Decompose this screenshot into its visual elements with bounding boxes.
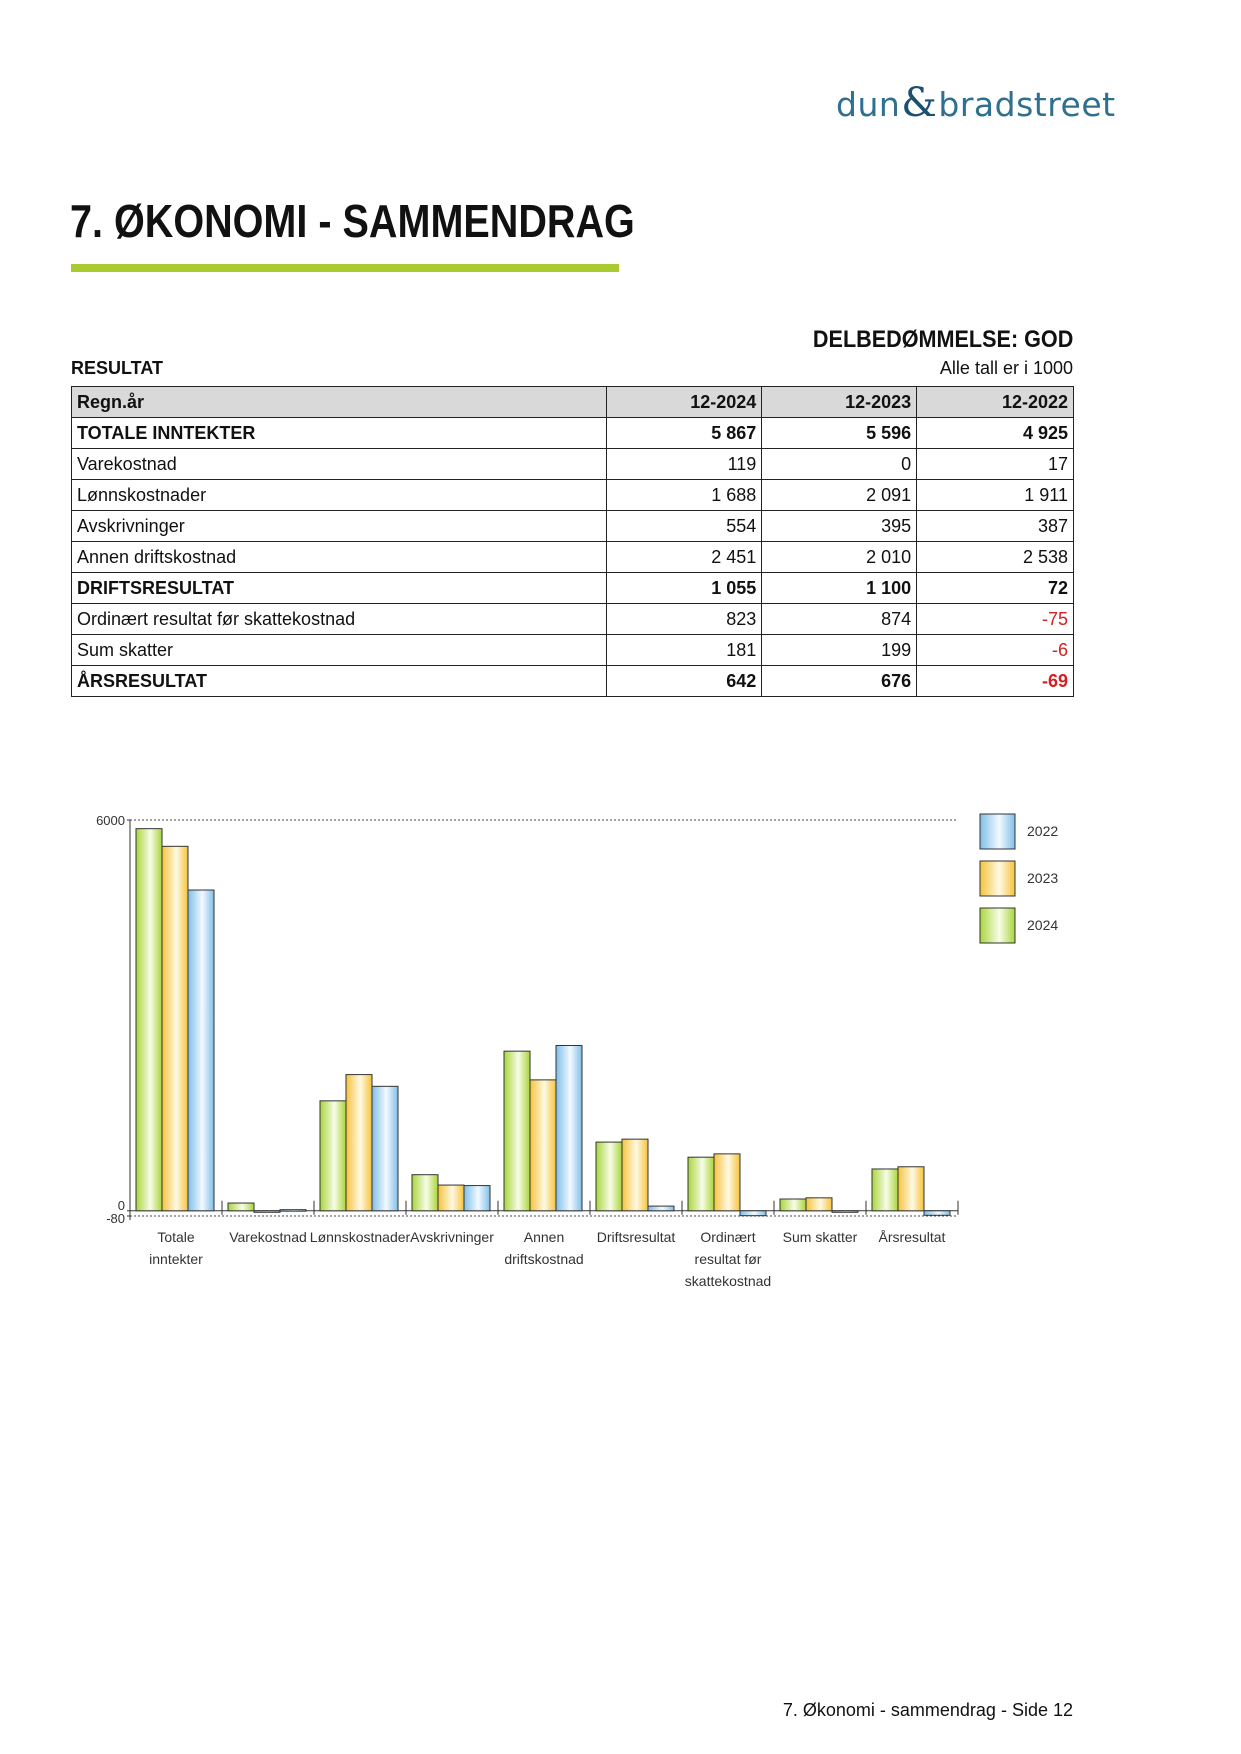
legend-label: 2022 xyxy=(1027,823,1059,839)
title-underline xyxy=(71,264,619,272)
bar-2023-0 xyxy=(162,846,188,1210)
row-value: 387 xyxy=(917,511,1074,542)
row-value: 2 451 xyxy=(607,542,762,573)
row-label: DRIFTSRESULTAT xyxy=(72,573,607,604)
bar-2024-5 xyxy=(596,1142,622,1211)
bar-2024-8 xyxy=(872,1169,898,1211)
bar-2023-6 xyxy=(714,1154,740,1211)
x-category-label: Lønnskostnader xyxy=(309,1229,411,1245)
row-label: ÅRSRESULTAT xyxy=(72,666,607,697)
bar-2023-4 xyxy=(530,1080,556,1211)
x-category-label: inntekter xyxy=(149,1251,203,1267)
x-category-label: resultat før xyxy=(694,1251,762,1267)
bar-2023-1 xyxy=(254,1211,280,1213)
row-value: 181 xyxy=(607,635,762,666)
x-category-label: Avskrivninger xyxy=(410,1229,494,1245)
row-value: 1 100 xyxy=(762,573,917,604)
bar-2022-6 xyxy=(740,1211,766,1216)
x-category-label: Driftsresultat xyxy=(596,1229,676,1245)
legend-swatch-2024 xyxy=(980,908,1015,943)
bar-2023-2 xyxy=(346,1075,372,1211)
bar-2024-4 xyxy=(504,1051,530,1211)
chart-legend xyxy=(980,814,1058,943)
y-tick-label: 0 xyxy=(117,1197,125,1213)
x-category-label: skattekostnad xyxy=(684,1273,772,1289)
page-title: 7. ØKONOMI - SAMMENDRAG xyxy=(70,195,635,247)
x-category-label: Totale xyxy=(157,1229,195,1245)
bar-2022-4 xyxy=(556,1045,582,1210)
bar-2022-0 xyxy=(188,890,214,1211)
result-bar-chart xyxy=(80,800,1080,1340)
table-row xyxy=(72,573,1074,604)
row-value: 199 xyxy=(762,635,917,666)
row-label: Annen driftskostnad xyxy=(72,542,607,573)
row-label: Sum skatter xyxy=(72,635,607,666)
row-value: 1 688 xyxy=(607,480,762,511)
result-table xyxy=(71,386,1074,697)
rating-heading: DELBEDØMMELSE: GOD xyxy=(812,326,1073,353)
bar-2022-1 xyxy=(280,1210,306,1212)
bar-2023-8 xyxy=(898,1167,924,1211)
row-value: 676 xyxy=(762,666,917,697)
header-cell: 12-2022 xyxy=(917,387,1074,418)
unit-note: Alle tall er i 1000 xyxy=(939,358,1073,378)
row-value: 1 055 xyxy=(607,573,762,604)
row-value: 5 596 xyxy=(762,418,917,449)
table-row xyxy=(72,666,1074,697)
company-logo xyxy=(836,80,1116,124)
header-cell: 12-2023 xyxy=(762,387,917,418)
row-value: -75 xyxy=(917,604,1074,635)
bar-2022-7 xyxy=(832,1211,858,1213)
x-category-label: Ordinært xyxy=(700,1229,756,1245)
row-value: -69 xyxy=(917,666,1074,697)
bar-2022-2 xyxy=(372,1086,398,1210)
legend-swatch-2022 xyxy=(980,814,1015,849)
row-value: 0 xyxy=(762,449,917,480)
row-value: 874 xyxy=(762,604,917,635)
row-label: TOTALE INNTEKTER xyxy=(72,418,607,449)
table-row xyxy=(72,604,1074,635)
table-row xyxy=(72,418,1074,449)
section-label: RESULTAT xyxy=(71,358,163,378)
chart-plot-area xyxy=(96,813,958,1289)
bar-2022-3 xyxy=(464,1186,490,1211)
row-value: 5 867 xyxy=(607,418,762,449)
bar-2024-6 xyxy=(688,1157,714,1211)
x-category-label: Varekostnad xyxy=(229,1229,307,1245)
row-label: Varekostnad xyxy=(72,449,607,480)
bar-2023-3 xyxy=(438,1185,464,1211)
table-row xyxy=(72,449,1074,480)
legend-swatch-2023 xyxy=(980,861,1015,896)
bar-2022-5 xyxy=(648,1206,674,1211)
x-category-label: Annen xyxy=(523,1229,565,1245)
row-value: 642 xyxy=(607,666,762,697)
bar-2022-8 xyxy=(924,1211,950,1215)
header-cell: 12-2024 xyxy=(607,387,762,418)
bar-2023-5 xyxy=(622,1139,648,1211)
row-label: Avskrivninger xyxy=(72,511,607,542)
x-category-label: Sum skatter xyxy=(782,1229,858,1245)
table-row xyxy=(72,542,1074,573)
row-value: 395 xyxy=(762,511,917,542)
legend-label: 2023 xyxy=(1027,870,1059,886)
logo-ampersand: & xyxy=(901,80,938,126)
row-label: Ordinært resultat før skattekostnad xyxy=(72,604,607,635)
row-label: Lønnskostnader xyxy=(72,480,607,511)
legend-label: 2024 xyxy=(1027,917,1059,933)
row-value: 1 911 xyxy=(917,480,1074,511)
row-value: 554 xyxy=(607,511,762,542)
bar-2024-0 xyxy=(136,829,162,1211)
row-value: 4 925 xyxy=(917,418,1074,449)
bar-2024-3 xyxy=(412,1175,438,1211)
x-category-label: Årsresultat xyxy=(878,1229,946,1245)
table-row xyxy=(72,635,1074,666)
bar-2024-2 xyxy=(320,1101,346,1211)
y-tick-label: -80 xyxy=(106,1211,125,1226)
row-value: -6 xyxy=(917,635,1074,666)
bar-2024-7 xyxy=(780,1199,806,1211)
logo-text-dun: dun xyxy=(836,85,901,124)
table-row xyxy=(72,480,1074,511)
table-header-row xyxy=(72,387,1074,418)
row-value: 2 010 xyxy=(762,542,917,573)
row-value: 2 091 xyxy=(762,480,917,511)
row-value: 119 xyxy=(607,449,762,480)
row-value: 17 xyxy=(917,449,1074,480)
row-value: 823 xyxy=(607,604,762,635)
table-row xyxy=(72,511,1074,542)
row-value: 2 538 xyxy=(917,542,1074,573)
bar-2024-1 xyxy=(228,1203,254,1211)
header-cell: Regn.år xyxy=(72,387,607,418)
bar-2023-7 xyxy=(806,1198,832,1211)
table-body xyxy=(72,418,1074,697)
page-footer: 7. Økonomi - sammendrag - Side 12 xyxy=(782,1700,1073,1720)
y-tick-label: 6000 xyxy=(96,813,125,828)
row-value: 72 xyxy=(917,573,1074,604)
x-category-label: driftskostnad xyxy=(504,1251,584,1267)
logo-text-bradstreet: bradstreet xyxy=(938,85,1116,124)
